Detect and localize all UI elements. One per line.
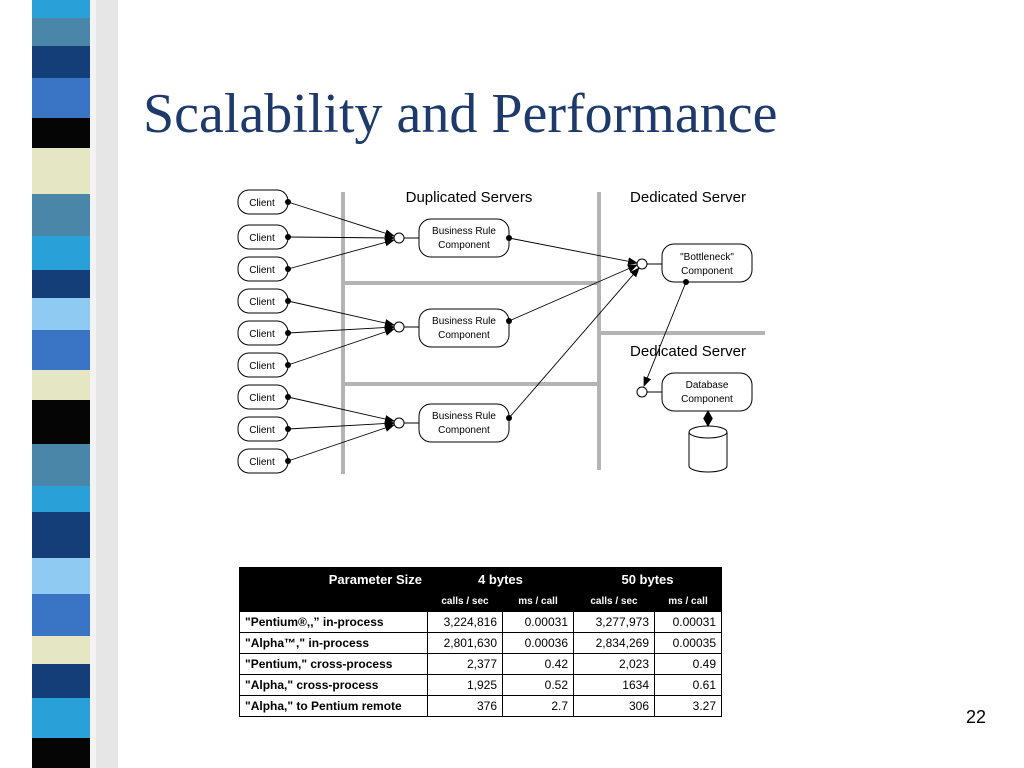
client-box bbox=[238, 289, 288, 313]
parameter-size-header: Parameter Size bbox=[240, 568, 428, 591]
ms-per-call-header: ms / call bbox=[655, 591, 722, 612]
calls-per-sec-header: calls / sec bbox=[428, 591, 503, 612]
row-label: "Alpha," to Pentium remote bbox=[240, 696, 428, 717]
table-cell: 0.61 bbox=[655, 675, 722, 696]
table-cell: 0.00036 bbox=[503, 633, 574, 654]
client-box bbox=[238, 449, 288, 473]
bottleneck-component bbox=[662, 244, 752, 282]
client-box bbox=[238, 321, 288, 345]
table-cell: 0.00035 bbox=[655, 633, 722, 654]
client-box bbox=[238, 190, 288, 214]
blank-header-cell bbox=[240, 591, 428, 612]
table-cell: 0.42 bbox=[503, 654, 574, 675]
table-cell: 3,224,816 bbox=[428, 612, 503, 633]
svg-text:Client: Client bbox=[249, 198, 275, 209]
svg-text:Database: Database bbox=[685, 380, 729, 391]
table-cell: 0.00031 bbox=[503, 612, 574, 633]
client-box bbox=[238, 385, 288, 409]
page-number: 22 bbox=[966, 707, 987, 727]
client-box bbox=[238, 225, 288, 249]
dedicated-server-heading-2: Dedicated Server bbox=[630, 343, 746, 360]
business-rule-component bbox=[419, 404, 509, 442]
table-cell: 2,377 bbox=[428, 654, 503, 675]
client-box bbox=[238, 417, 288, 441]
svg-text:Client: Client bbox=[249, 297, 275, 308]
duplicated-servers-heading: Duplicated Servers bbox=[405, 189, 533, 206]
table-cell: 376 bbox=[428, 696, 503, 717]
svg-text:Client: Client bbox=[249, 361, 275, 372]
table-header-row bbox=[240, 568, 722, 591]
svg-text:Client: Client bbox=[249, 457, 275, 468]
table-row bbox=[240, 612, 722, 633]
database-cylinder-icon bbox=[689, 426, 727, 472]
svg-text:Component: Component bbox=[681, 394, 733, 405]
svg-text:Business Rule: Business Rule bbox=[432, 316, 496, 327]
group-50-bytes-header: 50 bytes bbox=[574, 568, 722, 591]
svg-text:Client: Client bbox=[249, 329, 275, 340]
table-cell: 1634 bbox=[574, 675, 655, 696]
calls-per-sec-header: calls / sec bbox=[574, 591, 655, 612]
svg-text:Business Rule: Business Rule bbox=[432, 226, 496, 237]
table-cell: 2.7 bbox=[503, 696, 574, 717]
table-subheader-row bbox=[240, 591, 722, 612]
row-label: "Pentium," cross-process bbox=[240, 654, 428, 675]
table-cell: 306 bbox=[574, 696, 655, 717]
row-label: "Alpha™," in-process bbox=[240, 633, 428, 654]
table-cell: 0.49 bbox=[655, 654, 722, 675]
svg-text:Client: Client bbox=[249, 233, 275, 244]
table-cell: 3.27 bbox=[655, 696, 722, 717]
svg-text:Business Rule: Business Rule bbox=[432, 411, 496, 422]
table-cell: 1,925 bbox=[428, 675, 503, 696]
svg-text:Client: Client bbox=[249, 425, 275, 436]
business-rule-component bbox=[419, 219, 509, 257]
table-cell: 2,801,630 bbox=[428, 633, 503, 654]
client-box bbox=[238, 353, 288, 377]
dedicated-server-heading: Dedicated Server bbox=[630, 189, 746, 206]
svg-text:Component: Component bbox=[438, 330, 490, 341]
row-label: "Alpha," cross-process bbox=[240, 675, 428, 696]
svg-text:Client: Client bbox=[249, 393, 275, 404]
slide-title: Scalability and Performance bbox=[143, 83, 778, 145]
ms-per-call-header: ms / call bbox=[503, 591, 574, 612]
row-label: "Pentium®,,” in-process bbox=[240, 612, 428, 633]
table-row bbox=[240, 696, 722, 717]
svg-text:"Bottleneck": "Bottleneck" bbox=[680, 252, 734, 263]
table-row bbox=[240, 675, 722, 696]
table-cell: 3,277,973 bbox=[574, 612, 655, 633]
svg-text:Client: Client bbox=[249, 265, 275, 276]
table-row bbox=[240, 654, 722, 675]
svg-text:Component: Component bbox=[681, 266, 733, 277]
database-component bbox=[662, 373, 752, 411]
svg-text:Component: Component bbox=[438, 425, 490, 436]
business-rule-component bbox=[419, 309, 509, 347]
performance-table bbox=[239, 567, 722, 717]
table-cell: 0.52 bbox=[503, 675, 574, 696]
table-cell: 0.00031 bbox=[655, 612, 722, 633]
table-row bbox=[240, 633, 722, 654]
table-cell: 2,023 bbox=[574, 654, 655, 675]
client-box bbox=[238, 257, 288, 281]
table-cell: 2,834,269 bbox=[574, 633, 655, 654]
database-double-arrow bbox=[704, 411, 712, 426]
group-4-bytes-header: 4 bytes bbox=[428, 568, 574, 591]
svg-text:Component: Component bbox=[438, 240, 490, 251]
